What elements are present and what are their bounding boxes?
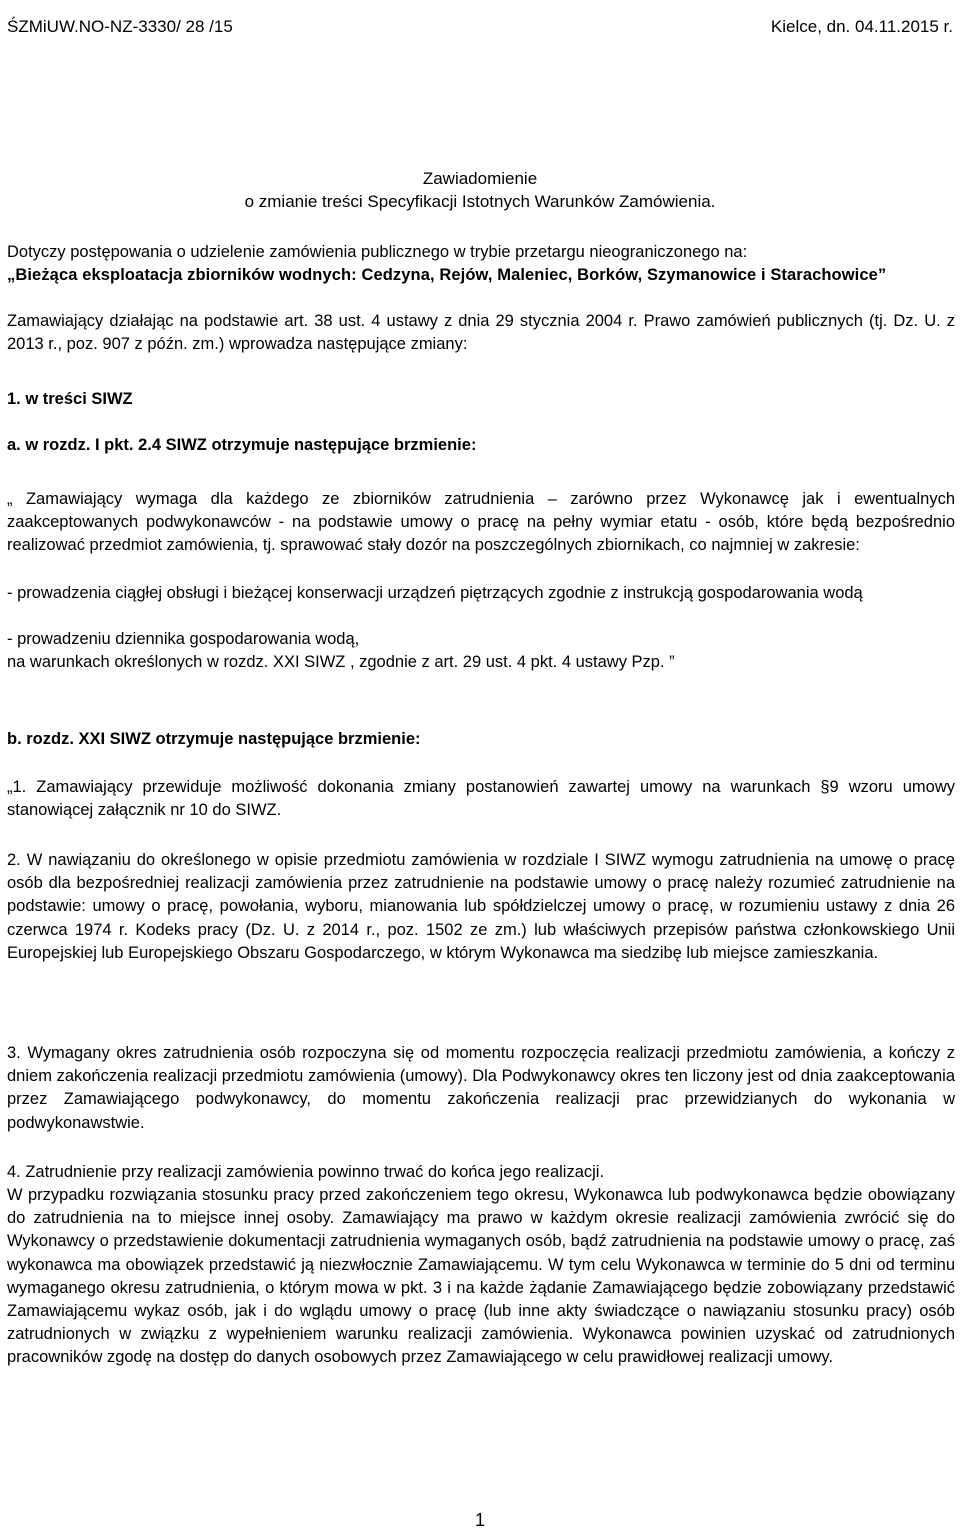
part-b-point-3: 3. Wymagany okres zatrudnienia osób rozpoczyna się od momentu rozpoczęcia realizacji przedmiotu zamówienia, a kończy z dniem zakończenia realizacji przedmiotu zamówienia (umowy). Dla Podwykonawcy okres ten liczony jest od dnia zaakceptowania przez Zamawiającego podwykonawcy, do momentu zakończenia realizacji prac przewidzianych do wykonania w podwykonawstwie. [7, 1044, 955, 1132]
part-b-point-4: W przypadku rozwiązania stosunku pracy przed zakończeniem tego okresu, Wykonawca lub podwykonawca będzie obowiązany do zatrudnienia na to miejsce innej osoby. Zamawiający ma prawo w każdym okresie realizacji zamówienia zwrócić się do Wykonawcy o przedstawienie dokumentacji zatrudnienia wymaganych osób, bądź zatrudnienia na podstawie umowy o pracę, zaś wykonawca ma obowiązek przedstawić ją niezwłocznie Zamawiającemu. W tym celu Wykonawca w terminie do 5 dni od terminu wymaganego okresu zatrudnienia, o którym mowa w pkt. 3 i na każde żądanie Zamawiającego będzie zobowiązany przedstawić Zamawiającemu wykaz osób, jak i do wglądu umowy o pracę (lub inne akty świadczące o nawiązaniu stosunku pracy) osób zatrudnionych w związku z wypełnieniem warunku realizacji zamówienia. Wykonawca powinien uzyskać od zatrudnionych pracowników zgodę na dostęp do danych osobowych przez Zamawiającego w celu prawidłowej realizacji umowy. [7, 1186, 955, 1367]
part-b-point-2: 2. W nawiązaniu do określonego w opisie przedmiotu zamówienia w rozdziale I SIWZ wymogu zatrudnienia na umowę o pracę osób dla bezpośredniej realizacji zamówienia przez zatrudnienie na podstawie umowy o pracę należy rozumieć zatrudnienie na podstawie: umowy o pracę, powołania, wyboru, mianowania lub spółdzielczej umowy o pracę, w rozumieniu ustawy z dnia 26 czerwca 1974 r. Kodeks pracy (Dz. U. z 2014 r., poz. 1502 ze zm.) lub właściwych przepisów państwa członkowskiego Unii Europejskiej lub Europejskiego Obszaru Gospodarczego, w którym Wykonawca ma siedzibę lub miejsce zamieszkania. [7, 851, 955, 962]
intro-line: Dotyczy postępowania o udzielenie zamówienia publicznego w trybie przetargu nieograniczonego na: [7, 243, 748, 261]
part-a-bullet-1: - prowadzenia ciągłej obsługi i bieżącej konserwacji urządzeń piętrzących zgodnie z instrukcją gospodarowania wodą [7, 584, 863, 602]
section-1-heading: 1. w treści SIWZ [7, 390, 133, 408]
page-number: 1 [474, 1510, 485, 1530]
title-line-1: Zawiadomienie [422, 169, 538, 188]
part-b-point-1: „1. Zamawiający przewiduje możliwość dokonania zmiany postanowień zawartej umowy na warunkach §9 wzoru umowy stanowiącej załącznik nr 10 do SIWZ. [7, 778, 955, 820]
place-date: Kielce, dn. 04.11.2015 r. [770, 17, 953, 36]
part-b-heading: b. rozdz. XXI SIWZ otrzymuje następujące brzmienie: [7, 730, 421, 748]
part-a-heading: a. w rozdz. I pkt. 2.4 SIWZ otrzymuje następujące brzmienie: [7, 436, 477, 454]
tender-subject: „Bieżąca eksploatacja zbiorników wodnych: Cedzyna, Rejów, Maleniec, Borków, Szymanowice i Starachowice” [7, 266, 887, 284]
part-b-point-4-first-line: 4. Zatrudnienie przy realizacji zamówienia powinno trwać do końca jego realizacji. [7, 1163, 605, 1181]
title-line-2: o zmianie treści Specyfikacji Istotnych Warunków Zamówienia. [244, 192, 716, 211]
reference-number: ŚZMiUW.NO-NZ-3330/ 28 /15 [7, 17, 233, 36]
part-a-paragraph: „ Zamawiający wymaga dla każdego ze zbiorników zatrudnienia – zarówno przez Wykonawcę jak i ewentualnych zaakceptowanych podwykonawców - na podstawie umowy o pracę na pełny wymiar etatu - osób, które będą bezpośrednio realizować przedmiot zamówienia, tj. sprawować stały dozór na poszczególnych zbiornikach, co najmniej w zakresie: [7, 490, 955, 555]
part-a-bullet-2: - prowadzeniu dziennika gospodarowania wodą, [7, 630, 360, 648]
part-a-closing: na warunkach określonych w rozdz. XXI SIWZ , zgodnie z art. 29 ust. 4 pkt. 4 ustawy Pzp. ” [7, 653, 675, 671]
legal-basis: Zamawiający działając na podstawie art. 38 ust. 4 ustawy z dnia 29 stycznia 2004 r. Prawo zamówień publicznych (tj. Dz. U. z 2013 r., poz. 907 z późn. zm.) wprowadza następujące zmiany: [7, 312, 955, 354]
